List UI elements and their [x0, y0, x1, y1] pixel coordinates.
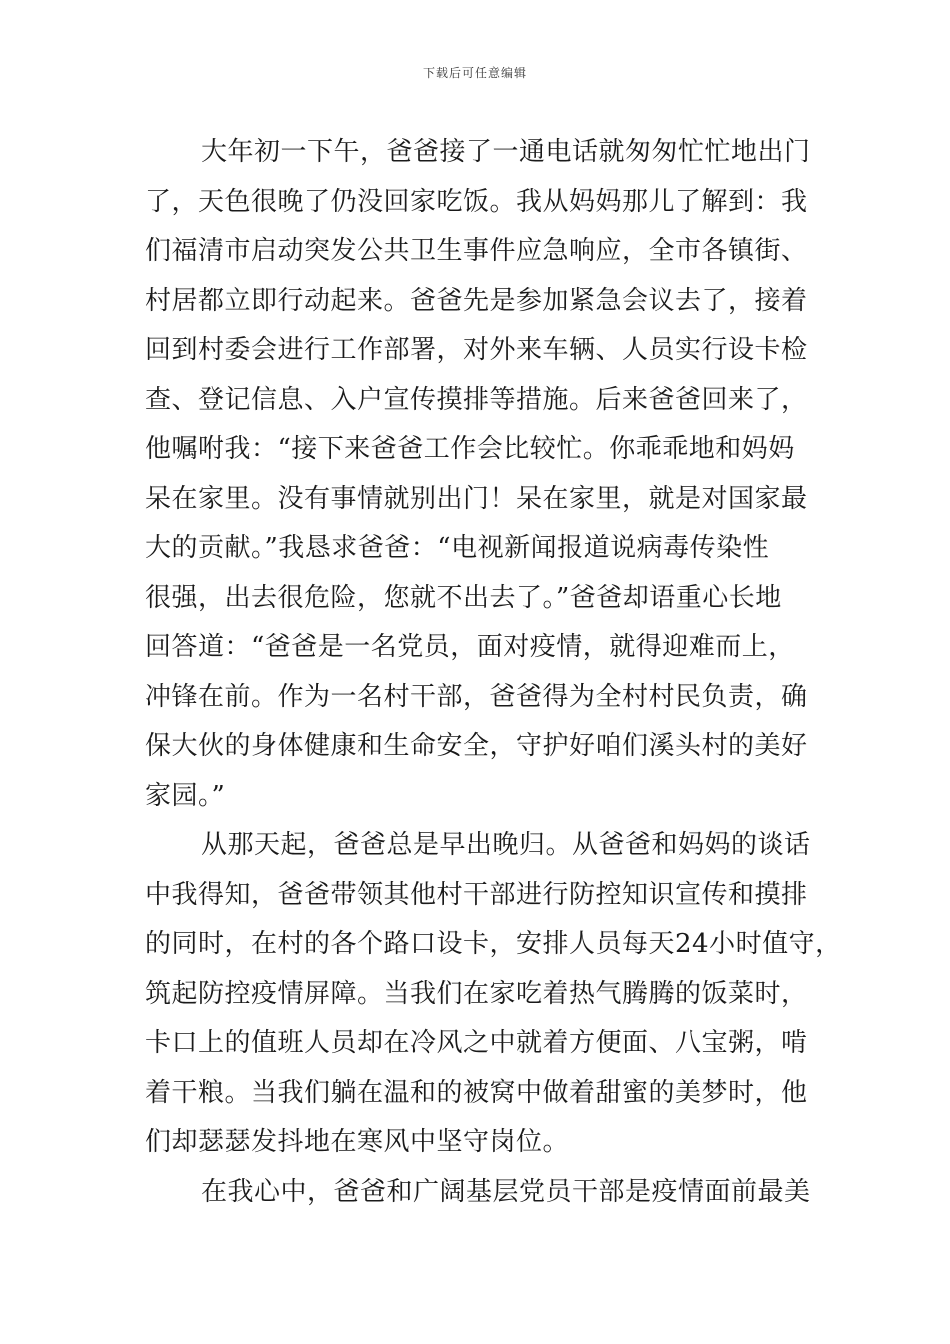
paragraph-1-line: 保大伙的身体健康和生命安全，守护好咱们溪头村的美好: [145, 731, 808, 761]
paragraph-1-line: 村居都立即行动起来。爸爸先是参加紧急会议去了，接着: [145, 285, 808, 316]
paragraph-1-line: 回到村委会进行工作部署，对外来车辆、人员实行设卡检: [145, 335, 808, 365]
paragraph-2-line: 筑起防控疫情屏障。当我们在家吃着热气腾腾的饭菜时，: [145, 978, 808, 1009]
header-note: 下载后可任意编辑: [422, 66, 527, 80]
paragraph-1-line: 查、登记信息、入户宣传摸排等措施。后来爸爸回来了，: [145, 384, 808, 415]
paragraph-1-line: 大年初一下午，爸爸接了一通电话就匆匆忙忙地出门: [201, 137, 811, 167]
paragraph-3-line: 在我心中，爸爸和广阔基层党员干部是疫情面前最美: [201, 1176, 811, 1207]
paragraph-1-line: 家园。”: [145, 780, 226, 811]
paragraph-1-line: 呆在家里。没有事情就别出门！呆在家里，就是对国家最: [145, 483, 808, 514]
paragraph-2-line: 们却瑟瑟发抖地在寒风中坚守岗位。: [145, 1127, 570, 1157]
paragraph-1-line: 回答道：“爸爸是一名党员，面对疫情，就得迎难而上，: [145, 632, 795, 662]
paragraph-2-line: 从那天起，爸爸总是早出晚归。从爸爸和妈妈的谈话: [201, 830, 811, 860]
paragraph-2-line: 中我得知，爸爸带领其他村干部进行防控知识宣传和摸排: [145, 879, 808, 910]
paragraph-1-line: 很强，出去很危险，您就不出去了。”爸爸却语重心长地: [145, 582, 782, 613]
paragraph-2-line: 着干粮。当我们躺在温和的被窝中做着甜蜜的美梦时，他: [145, 1077, 808, 1108]
paragraph-1-line: 了，天色很晚了仍没回家吃饭。我从妈妈那儿了解到：我: [145, 186, 808, 217]
paragraph-1-line: 他嘱咐我：“接下来爸爸工作会比较忙。你乖乖地和妈妈: [145, 434, 795, 464]
paragraph-2-line: 卡口上的值班人员却在冷风之中就着方便面、八宝粥，啃: [145, 1028, 808, 1058]
paragraph-1-line: 大的贡献。”我恳求爸爸：“电视新闻报道说病毒传染性: [145, 533, 770, 563]
body-text: [145, 128, 842, 1217]
paragraph-1-line: 冲锋在前。作为一名村干部，爸爸得为全村村民负责，确: [145, 681, 808, 712]
paragraph-2-line: 的同时，在村的各个路口设卡，安排人员每天24小时值守，: [145, 929, 842, 959]
paragraph-1-line: 们福清市启动突发公共卫生事件应急响应，全市各镇街、: [145, 236, 808, 266]
